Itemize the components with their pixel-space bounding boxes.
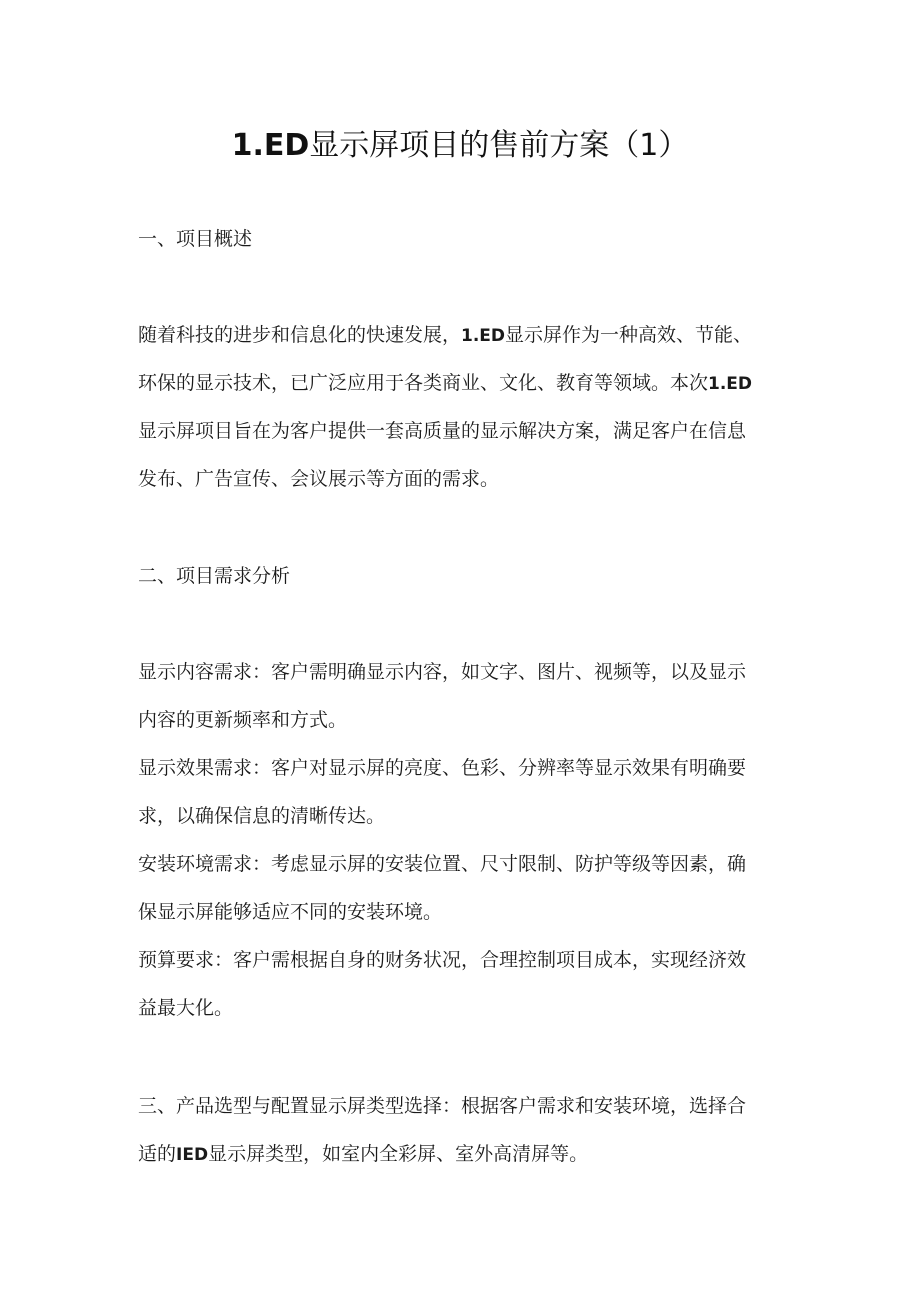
bold-term: IED xyxy=(176,1145,209,1165)
paragraph-line xyxy=(138,455,784,503)
product-selection-paragraph xyxy=(138,1082,784,1178)
list-item-line: 求，以确保信息的清晰传达。 xyxy=(138,805,386,827)
overview-paragraph xyxy=(138,311,784,503)
requirements-list xyxy=(138,648,784,1032)
list-item-line: 显示内容需求：客户需明确显示内容，如文字、图片、视频等，以及显示 xyxy=(138,661,747,683)
paragraph-line xyxy=(138,1130,784,1178)
list-item-line: 内容的更新频率和方式。 xyxy=(138,709,348,731)
text-run: 适的 xyxy=(138,1143,177,1165)
list-item-line: 预算要求：客户需根据自身的财务状况，合理控制项目成本，实现经济效 xyxy=(138,949,747,971)
title-text: 显示屏项目的售前方案（1） xyxy=(309,128,689,163)
section-heading-overview: 一、项目概述 xyxy=(138,228,253,250)
section-heading-requirements: 二、项目需求分析 xyxy=(138,565,291,587)
bold-term: 1.ED xyxy=(461,326,506,346)
title-prefix: 1.ED xyxy=(231,128,310,163)
text-run: 环保的显示技术，已广泛应用于各类商业、文化、教育等领域。本次 xyxy=(138,372,709,394)
paragraph-line xyxy=(138,359,784,407)
text-run: 显示屏作为一种高效、节能、 xyxy=(505,324,753,346)
list-item-line: 显示效果需求：客户对显示屏的亮度、色彩、分辨率等显示效果有明确要 xyxy=(138,757,747,779)
paragraph-line xyxy=(138,311,784,359)
paragraph-line: 三、产品选型与配置显示屏类型选择：根据客户需求和安装环境，选择合 xyxy=(138,1095,747,1117)
text-run: 显示屏项目旨在为客户提供一套高质量的显示解决方案，满足客户在信息 xyxy=(138,420,747,442)
page-title xyxy=(0,124,920,168)
list-item-line: 益最大化。 xyxy=(138,997,234,1019)
bold-term: 1.ED xyxy=(708,374,753,394)
list-item-line: 安装环境需求：考虑显示屏的安装位置、尺寸限制、防护等级等因素，确 xyxy=(138,853,747,875)
text-run: 发布、广告宣传、会议展示等方面的需求。 xyxy=(138,468,500,490)
text-run: 显示屏类型，如室内全彩屏、室外高清屏等。 xyxy=(208,1143,589,1165)
paragraph-line xyxy=(138,407,784,455)
text-run: 随着科技的进步和信息化的快速发展， xyxy=(138,324,462,346)
list-item-line: 保显示屏能够适应不同的安装环境。 xyxy=(138,901,443,923)
